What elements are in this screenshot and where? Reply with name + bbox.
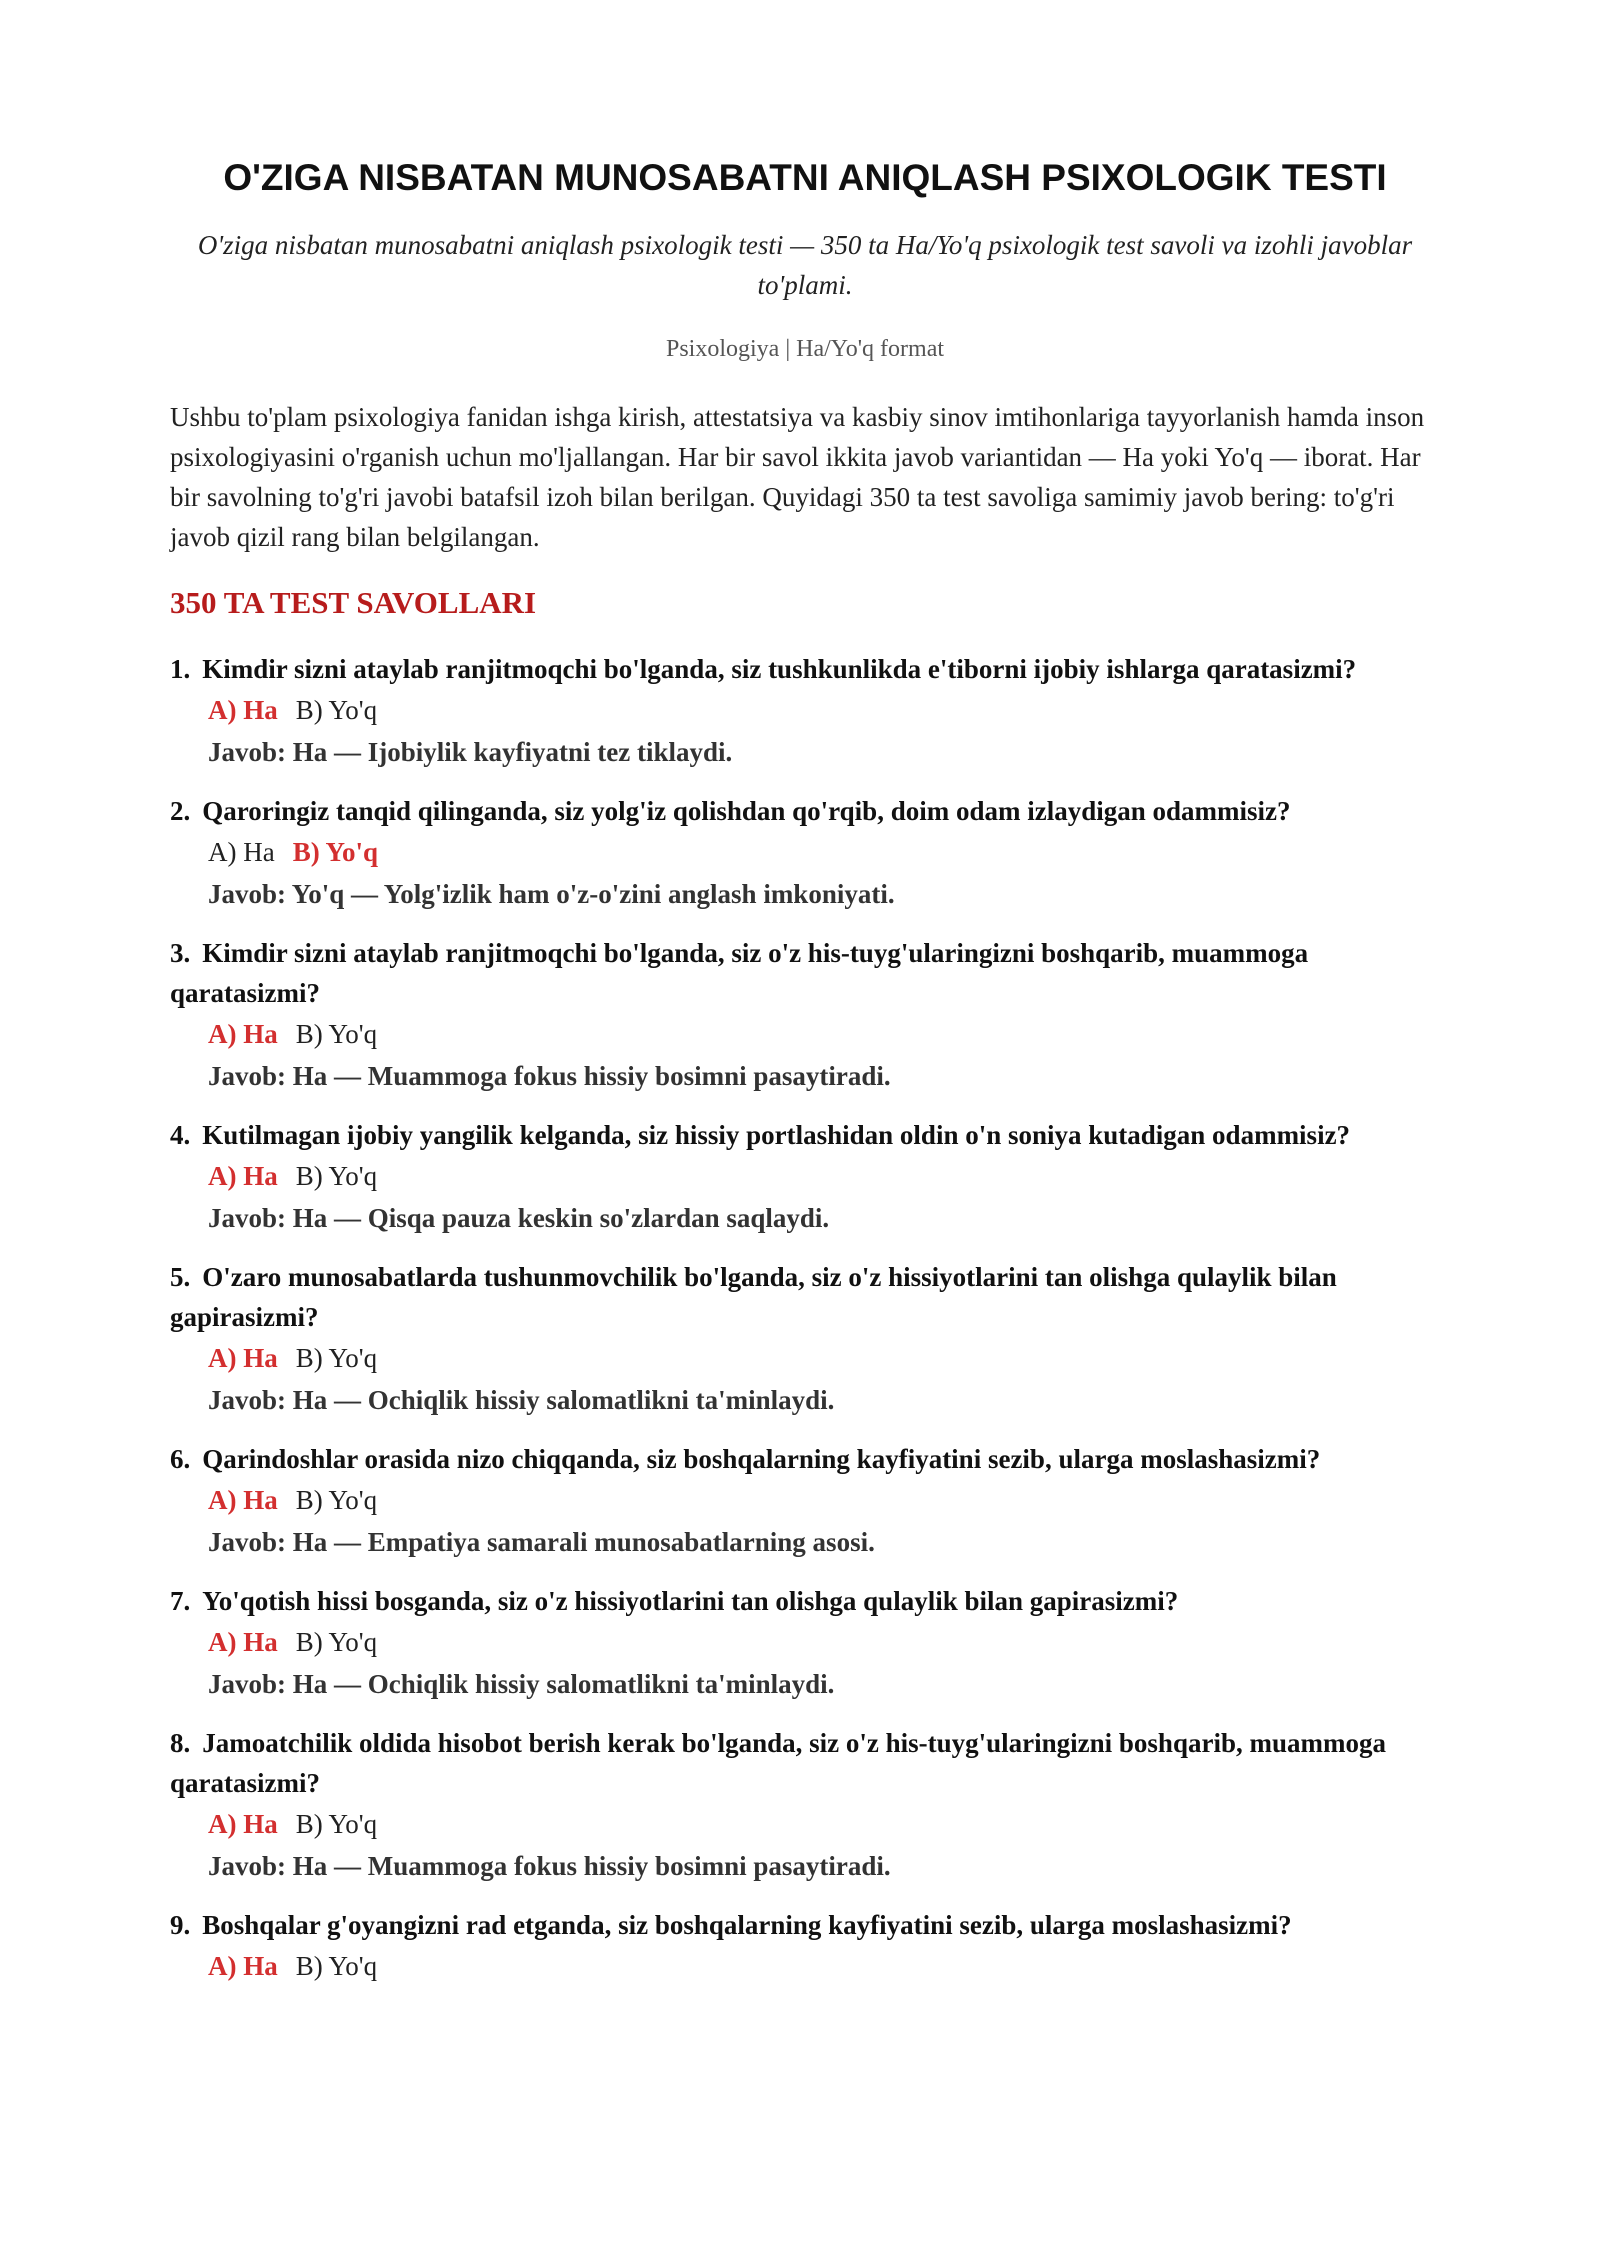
option-a[interactable]: A) Ha — [208, 1343, 278, 1373]
answer-options — [170, 1803, 1440, 1845]
question-text — [170, 649, 1440, 689]
question-item — [170, 791, 1440, 915]
option-b[interactable]: B) Yo'q — [295, 1019, 378, 1049]
question-item — [170, 1439, 1440, 1563]
question-number: 7. — [170, 1586, 191, 1616]
option-b[interactable]: B) Yo'q — [295, 1343, 378, 1373]
question-label: Boshqalar g'oyangizni rad etganda, siz boshqalarning kayfiyatini sezib, ularga moslashasizmi? — [202, 1910, 1292, 1940]
option-a[interactable]: A) Ha — [208, 1951, 278, 1981]
question-number: 6. — [170, 1444, 191, 1474]
answer-explanation: Javob: Ha — Qisqa pauza keskin so'zlardan saqlaydi. — [208, 1203, 830, 1233]
document-meta: Psixologiya | Ha/Yo'q format — [665, 336, 945, 362]
question-text — [170, 1439, 1440, 1479]
option-b[interactable]: B) Yo'q — [295, 695, 378, 725]
answer-explanation: Javob: Ha — Empatiya samarali munosabatlarning asosi. — [208, 1527, 875, 1557]
answer-options — [170, 1945, 1440, 1987]
question-text — [170, 791, 1440, 831]
option-a[interactable]: A) Ha — [208, 1627, 278, 1657]
question-label: Yo'qotish hissi bosganda, siz o'z hissiyotlarini tan olishga qulaylik bilan gapirasizmi? — [202, 1586, 1179, 1616]
answer-explanation: Javob: Ha — Ochiqlik hissiy salomatlikni ta'minlaydi. — [208, 1385, 835, 1415]
document-content — [170, 150, 1440, 2005]
answer-explanation: Javob: Yo'q — Yolg'izlik ham o'z-o'zini anglash imkoniyati. — [208, 879, 895, 909]
question-text — [170, 1905, 1440, 1945]
option-a[interactable]: A) Ha — [208, 695, 278, 725]
option-a[interactable]: A) Ha — [208, 837, 275, 867]
option-a[interactable]: A) Ha — [208, 1485, 278, 1515]
question-text — [170, 1257, 1440, 1337]
option-b[interactable]: B) Yo'q — [295, 1809, 378, 1839]
question-text — [170, 933, 1440, 1013]
option-b[interactable]: B) Yo'q — [295, 1627, 378, 1657]
answer-options — [170, 1479, 1440, 1521]
question-number: 2. — [170, 796, 191, 826]
answer-explanation: Javob: Ha — Ochiqlik hissiy salomatlikni ta'minlaydi. — [208, 1669, 835, 1699]
question-text — [170, 1581, 1440, 1621]
answer-options — [170, 1621, 1440, 1663]
question-item — [170, 1257, 1440, 1421]
answer-options — [170, 689, 1440, 731]
question-item — [170, 1905, 1440, 1987]
question-item — [170, 1581, 1440, 1705]
option-b[interactable]: B) Yo'q — [292, 837, 379, 867]
question-number: 3. — [170, 938, 191, 968]
document-title: O'ZIGA NISBATAN MUNOSABATNI ANIQLASH PSIXOLOGIK TESTI — [223, 157, 1387, 198]
question-number: 8. — [170, 1728, 191, 1758]
question-label: Kimdir sizni ataylab ranjitmoqchi bo'lganda, siz o'z his-tuyg'ularingizni boshqarib, muammoga qaratasizmi? — [170, 938, 1309, 1008]
question-item — [170, 1723, 1440, 1887]
question-label: O'zaro munosabatlarda tushunmovchilik bo'lganda, siz o'z hissiyotlarini tan olishga qulaylik bilan gapirasizmi? — [170, 1262, 1337, 1332]
question-text — [170, 1115, 1440, 1155]
question-text — [170, 1723, 1440, 1803]
question-item — [170, 1115, 1440, 1239]
option-a[interactable]: A) Ha — [208, 1019, 278, 1049]
answer-options — [170, 1155, 1440, 1197]
option-a[interactable]: A) Ha — [208, 1809, 278, 1839]
question-list — [170, 649, 1440, 1987]
answer-explanation: Javob: Ha — Ijobiylik kayfiyatni tez tiklaydi. — [208, 737, 733, 767]
answer-explanation: Javob: Ha — Muammoga fokus hissiy bosimni pasaytiradi. — [208, 1061, 891, 1091]
question-number: 9. — [170, 1910, 191, 1940]
question-label: Qarindoshlar orasida nizo chiqqanda, siz boshqalarning kayfiyatini sezib, ularga moslashasizmi? — [202, 1444, 1321, 1474]
document-subtitle: O'ziga nisbatan munosabatni aniqlash psixologik testi — 350 ta Ha/Yo'q psixologik test savoli va izohli javoblar to'plami. — [197, 230, 1413, 300]
option-b[interactable]: B) Yo'q — [295, 1161, 378, 1191]
answer-options — [170, 1337, 1440, 1379]
answer-options — [170, 1013, 1440, 1055]
answer-explanation: Javob: Ha — Muammoga fokus hissiy bosimni pasaytiradi. — [208, 1851, 891, 1881]
intro-paragraph: Ushbu to'plam psixologiya fanidan ishga kirish, attestatsiya va kasbiy sinov imtihonlariga tayyorlanish hamda inson psixologiyasini o'rganish uchun mo'ljallangan. Har bir savol ikkita javob variantidan — Ha yoki Yo'q — iborat. Har bir savolning to'g'ri javobi batafsil izoh bilan berilgan. Quyidagi 350 ta test savoliga samimiy javob bering: to'g'ri javob qizil rang bilan belgilangan. — [170, 402, 1425, 552]
section-heading: 350 TA TEST SAVOLLARI — [170, 585, 537, 620]
question-label: Kimdir sizni ataylab ranjitmoqchi bo'lganda, siz tushkunlikda e'tiborni ijobiy ishlarga qaratasizmi? — [202, 654, 1357, 684]
question-item — [170, 933, 1440, 1097]
question-label: Jamoatchilik oldida hisobot berish kerak bo'lganda, siz o'z his-tuyg'ularingizni boshqarib, muammoga qaratasizmi? — [170, 1728, 1386, 1798]
option-a[interactable]: A) Ha — [208, 1161, 278, 1191]
answer-options — [170, 831, 1440, 873]
question-number: 1. — [170, 654, 191, 684]
option-b[interactable]: B) Yo'q — [295, 1485, 378, 1515]
question-item — [170, 649, 1440, 773]
question-number: 4. — [170, 1120, 191, 1150]
question-label: Kutilmagan ijobiy yangilik kelganda, siz hissiy portlashidan oldin o'n soniya kutadigan odammisiz? — [202, 1120, 1351, 1150]
option-b[interactable]: B) Yo'q — [295, 1951, 378, 1981]
question-label: Qaroringiz tanqid qilinganda, siz yolg'iz qolishdan qo'rqib, doim odam izlaydigan odammisiz? — [202, 796, 1291, 826]
question-number: 5. — [170, 1262, 191, 1292]
